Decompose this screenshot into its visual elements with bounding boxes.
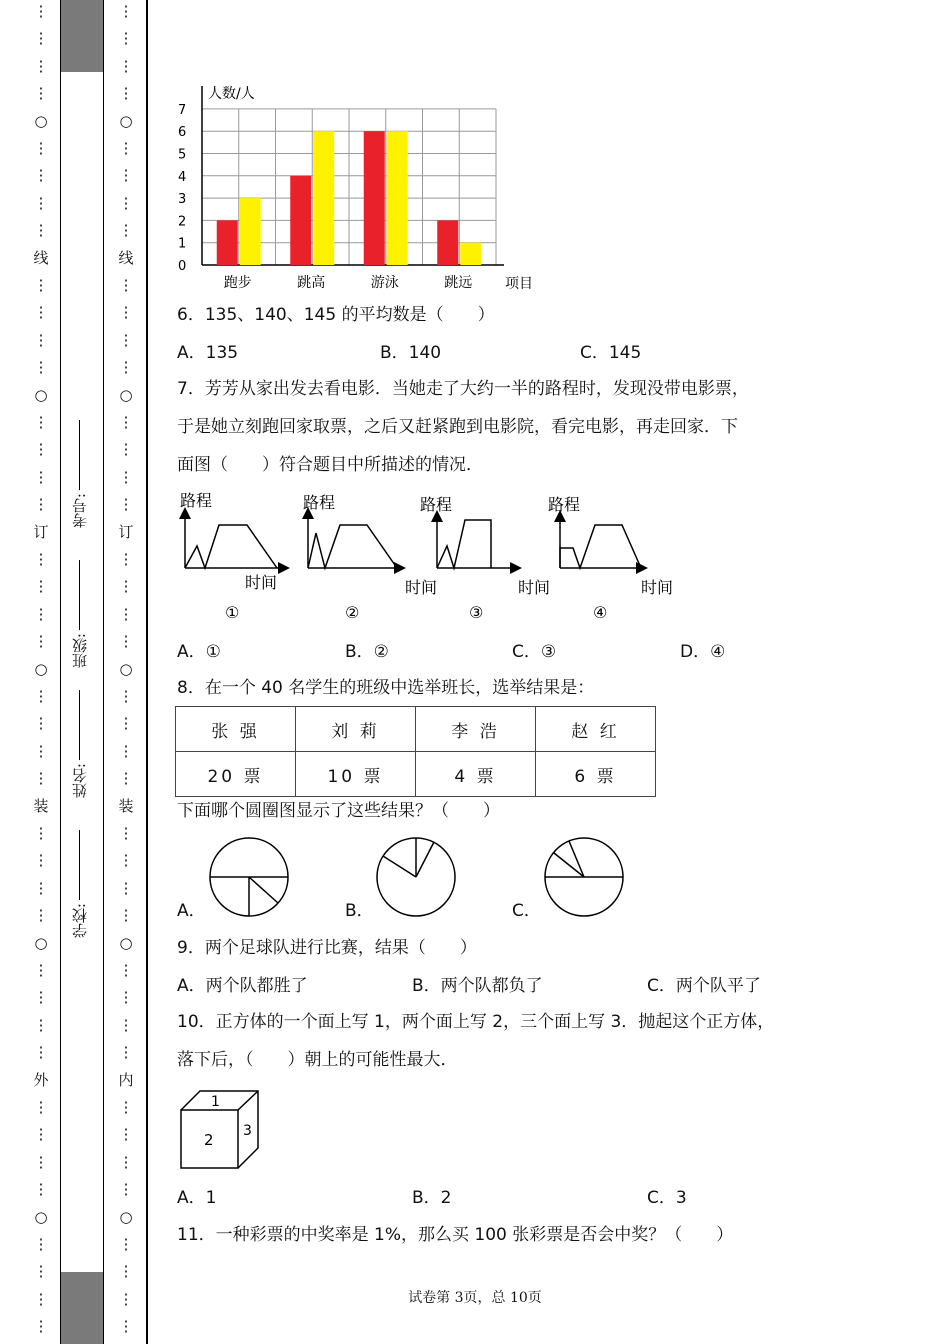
gray-block-bottom [61, 1272, 103, 1344]
fold-outer-dots: ⋮ [33, 413, 49, 431]
fold-inner-dots: ⋮ [118, 961, 134, 979]
fold-outer-dots: ⋮ [33, 851, 49, 870]
fold-inner-dots: ⋮ [118, 440, 134, 459]
fold-inner-mark: ○ [119, 1207, 133, 1226]
fold-outer-dots: ⋮ [33, 550, 49, 568]
fold-inner-dots: ⋮ [118, 413, 134, 431]
fold-outer-dots: ⋮ [33, 193, 49, 212]
fold-inner-dots: ⋮ [118, 303, 134, 322]
fold-outer-dots: ⋮ [33, 330, 49, 349]
pie-diagrams [200, 835, 640, 925]
bar [364, 131, 385, 265]
y-tick-label: 4 [178, 169, 187, 185]
table-row [176, 752, 656, 797]
bar [387, 131, 408, 265]
class-field[interactable]: 班级: [69, 560, 97, 668]
y-tick-label: 1 [178, 236, 187, 252]
graph-3-ylabel: 路程 [420, 495, 453, 514]
votes-cell: 20 票 [176, 752, 296, 797]
fold-outer-dots: ⋮ [33, 714, 49, 733]
q10-option-c[interactable]: C．3 [647, 1188, 687, 1208]
graph-2-xlabel: 时间 [405, 578, 438, 597]
fold-inner-mark: ○ [119, 385, 133, 404]
question-8: 8．在一个 40 名学生的班级中选举班长，选举结果是： [177, 678, 595, 698]
fold-outer-dots: ⋮ [33, 577, 49, 596]
q7-option-c[interactable]: C．③ [512, 642, 557, 662]
fold-outer-dots: ⋮ [33, 84, 49, 103]
fold-outer-dots: ⋮ [33, 604, 49, 623]
graph-4-xlabel: 时间 [641, 578, 674, 597]
votes-cell: 6 票 [536, 752, 656, 797]
fold-inner-dots: ⋮ [118, 193, 134, 212]
fold-inner-dots: ⋮ [118, 221, 134, 240]
pie-a [210, 838, 288, 916]
question-7-line-3: 面图（ ）符合题目中所描述的情况． [177, 455, 483, 475]
q9-option-a[interactable]: A．两个队都胜了 [177, 976, 308, 996]
fold-outer-mark: ○ [34, 385, 48, 404]
graph-1-xlabel: 时间 [245, 573, 278, 592]
fold-outer-dots: ⋮ [33, 495, 49, 514]
fold-inner-mark: 内 [118, 1070, 134, 1089]
fold-inner-mark: ○ [119, 659, 133, 678]
name-cell: 赵 红 [536, 707, 656, 752]
fold-outer-mark: 线 [33, 248, 49, 267]
fold-outer-dots: ⋮ [33, 221, 49, 240]
question-9: 9．两个足球队进行比赛，结果（ ） [177, 938, 477, 958]
fold-outer-dots: ⋮ [33, 1152, 49, 1171]
fold-inner-mark: 装 [118, 796, 134, 815]
fold-inner-dots: ⋮ [118, 166, 134, 185]
q7-option-a[interactable]: A．① [177, 642, 221, 662]
graph-3 [420, 495, 550, 622]
graph-1 [180, 491, 287, 622]
y-tick-label: 3 [178, 192, 187, 208]
y-tick-label: 5 [178, 147, 187, 163]
fold-outer-dots: ⋮ [33, 29, 49, 48]
fold-inner-dots: ⋮ [118, 1098, 134, 1116]
fold-inner-dots: ⋮ [118, 467, 134, 486]
y-tick-label: 0 [178, 259, 187, 274]
margin-border-line [146, 0, 148, 1344]
cube-face-top: 1 [211, 1094, 220, 1110]
fold-inner-dots: ⋮ [118, 1262, 134, 1281]
fold-inner-dots: ⋮ [118, 906, 134, 925]
name-cell: 刘 莉 [296, 707, 416, 752]
category-label: 跳高 [297, 275, 326, 291]
graph-4-ylabel: 路程 [548, 495, 581, 514]
name-cell: 李 浩 [416, 707, 536, 752]
fold-outer-dots: ⋮ [33, 1015, 49, 1034]
name-cell: 张 强 [176, 707, 296, 752]
fold-outer-dots: ⋮ [33, 440, 49, 459]
fold-inner-dots: ⋮ [118, 878, 134, 897]
binding-margin [0, 0, 150, 1344]
graph-3-xlabel: 时间 [518, 578, 551, 597]
q8-option-c[interactable]: C． [512, 901, 541, 921]
fold-outer-dots: ⋮ [33, 139, 49, 157]
fold-inner-dots: ⋮ [118, 851, 134, 870]
fold-outer-dots: ⋮ [33, 1289, 49, 1308]
fold-inner-dots: ⋮ [118, 2, 134, 20]
fold-outer-dots: ⋮ [33, 961, 49, 979]
question-7-line-1: 7．芳芳从家出发去看电影．当她走了大约一半的路程时，发现没带电影票， [177, 379, 749, 399]
fold-inner-dots: ⋮ [118, 714, 134, 733]
fold-inner-dots: ⋮ [118, 1317, 134, 1336]
fold-inner-dots: ⋮ [118, 276, 134, 294]
fold-inner-dots: ⋮ [118, 1125, 134, 1144]
fold-inner-dots: ⋮ [118, 741, 134, 760]
y-tick-label: 2 [178, 214, 187, 230]
fold-outer-dots: ⋮ [33, 1262, 49, 1281]
fold-inner-dots: ⋮ [118, 1152, 134, 1171]
category-label: 跑步 [223, 275, 252, 291]
graph-2 [303, 493, 437, 622]
graph-1-number: ① [225, 603, 240, 622]
student-info-band [60, 0, 104, 1344]
pie-c [545, 838, 623, 916]
school-field[interactable]: 学校: [69, 830, 97, 938]
fold-outer-mark: 装 [33, 796, 49, 815]
fold-inner-dots: ⋮ [118, 550, 134, 568]
fold-inner-mark: 线 [118, 248, 134, 267]
fold-inner-dots: ⋮ [118, 1180, 134, 1199]
question-10-line-2: 落下后，（ ）朝上的可能性最大． [177, 1050, 458, 1070]
q9-option-b[interactable]: B．两个队都负了 [412, 976, 543, 996]
fold-outer-dots: ⋮ [33, 988, 49, 1007]
question-7-line-2: 于是她立刻跑回家取票，之后又赶紧跑到电影院，看完电影，再走回家．下 [177, 417, 738, 437]
fold-line-inner [116, 0, 136, 1344]
fold-outer-dots: ⋮ [33, 769, 49, 788]
fold-outer-mark: ○ [34, 111, 48, 130]
fold-inner-dots: ⋮ [118, 1043, 134, 1062]
fold-inner-dots: ⋮ [118, 1015, 134, 1034]
fold-inner-dots: ⋮ [118, 988, 134, 1007]
y-tick-label: 6 [178, 125, 187, 141]
graph-2-ylabel: 路程 [303, 493, 336, 512]
fold-outer-dots: ⋮ [33, 358, 49, 377]
bar [437, 220, 458, 265]
graph-3-number: ③ [469, 603, 484, 622]
q6-option-b[interactable]: B．140 [380, 343, 442, 363]
bar [313, 131, 334, 265]
fold-outer-dots: ⋮ [33, 1125, 49, 1144]
bar [290, 176, 311, 265]
q10-option-a[interactable]: A．1 [177, 1188, 217, 1208]
election-results-table [175, 706, 656, 797]
graph-4 [548, 495, 673, 622]
chart-xlabel: 项目 [505, 276, 533, 292]
bar [217, 220, 238, 265]
fold-inner-dots: ⋮ [118, 56, 134, 75]
votes-cell: 10 票 [296, 752, 416, 797]
fold-inner-dots: ⋮ [118, 495, 134, 514]
fold-line-outer [31, 0, 51, 1344]
fold-outer-dots: ⋮ [33, 878, 49, 897]
fold-outer-dots: ⋮ [33, 56, 49, 75]
fold-outer-dots: ⋮ [33, 1043, 49, 1062]
y-tick-label: 7 [178, 102, 187, 118]
q10-option-b[interactable]: B．2 [412, 1188, 452, 1208]
question-8-followup: 下面哪个圆圈图显示了这些结果？（ ） [177, 801, 500, 821]
fold-outer-dots: ⋮ [33, 632, 49, 651]
fold-outer-dots: ⋮ [33, 1235, 49, 1253]
q8-option-a[interactable]: A． [177, 901, 206, 921]
graph-1-ylabel: 路程 [180, 491, 213, 510]
bar-chart [170, 78, 550, 293]
fold-inner-dots: ⋮ [118, 1289, 134, 1308]
bar [240, 198, 261, 265]
fold-outer-dots: ⋮ [33, 166, 49, 185]
q7-option-d[interactable]: D．④ [680, 642, 726, 662]
fold-outer-dots: ⋮ [33, 1317, 49, 1336]
fold-outer-dots: ⋮ [33, 741, 49, 760]
bar [460, 243, 481, 265]
fold-inner-dots: ⋮ [118, 139, 134, 157]
question-11: 11．一种彩票的中奖率是 1%，那么买 100 张彩票是否会中奖？（ ） [177, 1225, 734, 1245]
fold-outer-mark: ○ [34, 1207, 48, 1226]
fold-outer-dots: ⋮ [33, 467, 49, 486]
pie-b [377, 838, 455, 916]
fold-outer-mark: 订 [33, 522, 49, 541]
q9-option-c[interactable]: C．两个队平了 [647, 976, 761, 996]
fold-inner-dots: ⋮ [118, 330, 134, 349]
fold-outer-mark: ○ [34, 659, 48, 678]
fold-outer-dots: ⋮ [33, 2, 49, 20]
fold-inner-dots: ⋮ [118, 687, 134, 705]
fold-inner-mark: ○ [119, 111, 133, 130]
fold-inner-dots: ⋮ [118, 769, 134, 788]
chart-ylabel: 人数/人 [208, 86, 255, 102]
q6-option-c[interactable]: C．145 [580, 343, 642, 363]
question-6: 6．135、140、145 的平均数是（ ） [177, 305, 495, 325]
fold-outer-mark: 外 [33, 1070, 49, 1089]
fold-outer-dots: ⋮ [33, 276, 49, 294]
fold-inner-dots: ⋮ [118, 84, 134, 103]
gray-block-top [61, 0, 103, 72]
cube-face-side: 3 [243, 1123, 252, 1139]
fold-inner-dots: ⋮ [118, 1235, 134, 1253]
table-row [176, 707, 656, 752]
fold-inner-dots: ⋮ [118, 358, 134, 377]
fold-inner-mark: ○ [119, 933, 133, 952]
cube-diagram [178, 1088, 268, 1173]
votes-cell: 4 票 [416, 752, 536, 797]
fold-inner-dots: ⋮ [118, 824, 134, 842]
fold-outer-dots: ⋮ [33, 1180, 49, 1199]
fold-outer-dots: ⋮ [33, 687, 49, 705]
graph-2-number: ② [345, 603, 360, 622]
fold-outer-dots: ⋮ [33, 906, 49, 925]
fold-inner-dots: ⋮ [118, 29, 134, 48]
fold-outer-dots: ⋮ [33, 1098, 49, 1116]
graph-4-number: ④ [593, 603, 608, 622]
distance-time-graphs [175, 488, 695, 623]
category-label: 游泳 [370, 275, 399, 291]
exam-number-field[interactable]: 考号: [69, 420, 97, 528]
q6-option-a[interactable]: A．135 [177, 343, 239, 363]
q8-option-b[interactable]: B． [345, 901, 374, 921]
fold-outer-dots: ⋮ [33, 824, 49, 842]
fold-inner-dots: ⋮ [118, 604, 134, 623]
question-10-line-1: 10．正方体的一个面上写 1，两个面上写 2，三个面上写 3．抛起这个正方体， [177, 1012, 775, 1032]
fold-inner-dots: ⋮ [118, 577, 134, 596]
name-field[interactable]: 姓名: [69, 690, 97, 798]
page-footer: 试卷第 3页，总 10页 [408, 1290, 542, 1306]
category-label: 跳远 [444, 275, 473, 291]
fold-inner-dots: ⋮ [118, 632, 134, 651]
cube-face-front: 2 [204, 1131, 214, 1149]
fold-inner-mark: 订 [118, 522, 134, 541]
fold-outer-mark: ○ [34, 933, 48, 952]
q7-option-b[interactable]: B．② [345, 642, 389, 662]
fold-outer-dots: ⋮ [33, 303, 49, 322]
